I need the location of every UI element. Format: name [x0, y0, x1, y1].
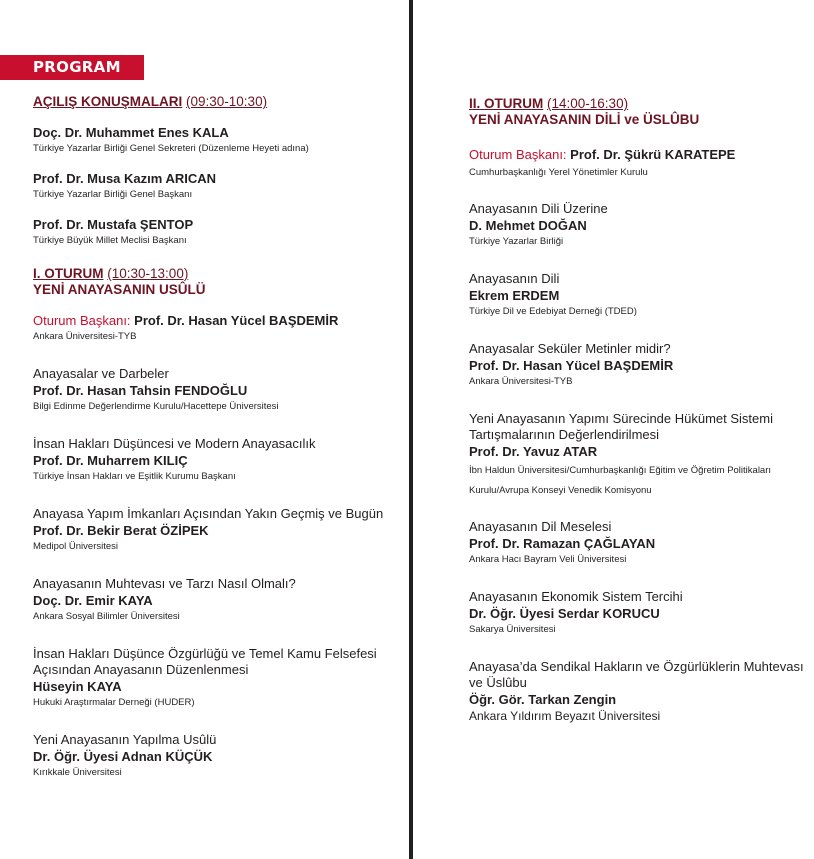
talk — [469, 659, 804, 724]
talk-affiliation: Ankara Hacı Bayram Veli Üniversitesi — [469, 554, 627, 565]
session2-time: (14:00-16:30) — [547, 96, 629, 111]
speaker-affiliation: Türkiye Büyük Millet Meclisi Başkanı — [33, 235, 187, 246]
talk-topic: İnsan Hakları Düşünce Özgürlüğü ve Temel Kamu Felsefesi Açısından Anayasanın Düzenlenmesi — [33, 646, 377, 677]
talk-speaker: Prof. Dr. Yavuz ATAR — [469, 444, 598, 459]
talk — [33, 366, 393, 414]
talk-topic: Yeni Anayasanın Yapımı Sürecinde Hükümet Sistemi Tartışmalarının Değerlendirilmesi — [469, 411, 773, 442]
talk-topic: Anayasa Yapım İmkanları Açısından Yakın Geçmiş ve Bugün — [33, 506, 384, 521]
talk-speaker: Prof. Dr. Muharrem KILIÇ — [33, 453, 188, 468]
talk-affiliation: Hukuki Araştırmalar Derneği (HUDER) — [33, 697, 195, 708]
chair-line — [33, 312, 393, 329]
right-column — [469, 96, 804, 724]
session1-title: I. OTURUM — [33, 266, 104, 281]
opening-heading — [33, 94, 393, 110]
talk-topic: Anayasa’da Sendikal Hakların ve Özgürlüklerin Muhtevası ve Üslûbu — [469, 659, 804, 690]
chair-name: Prof. Dr. Şükrü KARATEPE — [570, 147, 736, 162]
talk-affiliation: Türkiye Yazarlar Birliği — [469, 236, 564, 247]
talk-speaker: Öğr. Gör. Tarkan Zengin — [469, 692, 617, 707]
talk-speaker: Doç. Dr. Emir KAYA — [33, 593, 153, 608]
talk-speaker: Ekrem ERDEM — [469, 288, 560, 303]
speaker-affiliation: Türkiye Yazarlar Birliği Genel Başkanı — [33, 189, 193, 200]
opening-title: AÇILIŞ KONUŞMALARI — [33, 94, 183, 109]
chair-line — [469, 146, 804, 163]
talk — [469, 341, 804, 389]
talk-affiliation: Türkiye Dil ve Edebiyat Derneği (TDED) — [469, 306, 637, 317]
session1-subtitle: YENİ ANAYASANIN USÛLÜ — [33, 282, 206, 297]
opening-time: (09:30-10:30) — [186, 94, 268, 109]
left-column — [33, 94, 393, 780]
talk-topic: Anayasanın Dil Meselesi — [469, 519, 612, 534]
session1-heading — [33, 266, 393, 298]
talk-affiliation: Ankara Yıldırım Beyazıt Üniversitesi — [469, 709, 661, 723]
talk-speaker: D. Mehmet DOĞAN — [469, 218, 587, 233]
talk — [469, 271, 804, 319]
column-divider — [409, 0, 413, 859]
session2-heading — [469, 96, 804, 128]
talk-affiliation: Kırıkkale Üniversitesi — [33, 767, 122, 778]
speaker-affiliation: Türkiye Yazarlar Birliği Genel Sekreteri (Düzenleme Heyeti adına) — [33, 143, 309, 154]
talk-speaker: Prof. Dr. Bekir Berat ÖZİPEK — [33, 523, 209, 538]
talk — [469, 411, 804, 501]
talk — [33, 436, 393, 484]
talk — [469, 589, 804, 637]
talk-speaker: Dr. Öğr. Üyesi Serdar KORUCU — [469, 606, 660, 621]
session2-chair — [469, 146, 804, 180]
talk-affiliation: İbn Haldun Üniversitesi/Cumhurbaşkanlığı Eğitim ve Öğretim Politikaları Kurulu/Avrupa Konseyi Venedik Komisyonu — [469, 465, 772, 496]
speaker-name: Doç. Dr. Muhammet Enes KALA — [33, 125, 229, 140]
talk-topic: İnsan Hakları Düşüncesi ve Modern Anayasacılık — [33, 436, 316, 451]
talk — [33, 732, 393, 780]
talk — [469, 201, 804, 249]
session2-subtitle: YENİ ANAYASANIN DİLİ ve ÜSLÛBU — [469, 112, 700, 127]
chair-affiliation: Ankara Üniversitesi-TYB — [33, 331, 137, 342]
speaker — [33, 216, 393, 248]
talk — [33, 576, 393, 624]
talk-topic: Anayasanın Ekonomik Sistem Tercihi — [469, 589, 683, 604]
speaker-name: Prof. Dr. Mustafa ŞENTOP — [33, 217, 194, 232]
talk — [469, 519, 804, 567]
talk-speaker: Prof. Dr. Hasan Yücel BAŞDEMİR — [469, 358, 674, 373]
talk-topic: Yeni Anayasanın Yapılma Usûlü — [33, 732, 217, 747]
talk-affiliation: Bilgi Edinme Değerlendirme Kurulu/Hacettepe Üniversitesi — [33, 401, 279, 412]
talk-affiliation: Ankara Üniversitesi-TYB — [469, 376, 573, 387]
talk-topic: Anayasanın Muhtevası ve Tarzı Nasıl Olmalı? — [33, 576, 296, 591]
talk-speaker: Dr. Öğr. Üyesi Adnan KÜÇÜK — [33, 749, 213, 764]
talk-affiliation: Ankara Sosyal Bilimler Üniversitesi — [33, 611, 180, 622]
chair-affiliation: Cumhurbaşkanlığı Yerel Yönetimler Kurulu — [469, 167, 648, 178]
talk-affiliation: Sakarya Üniversitesi — [469, 624, 556, 635]
talk-speaker: Hüseyin KAYA — [33, 679, 122, 694]
talk-speaker: Prof. Dr. Hasan Tahsin FENDOĞLU — [33, 383, 248, 398]
talk-topic: Anayasalar ve Darbeler — [33, 366, 169, 381]
talk-topic: Anayasalar Seküler Metinler midir? — [469, 341, 671, 356]
chair-name: Prof. Dr. Hasan Yücel BAŞDEMİR — [134, 313, 339, 328]
speaker — [33, 170, 393, 202]
session1-chair — [33, 312, 393, 344]
chair-label: Oturum Başkanı: — [469, 147, 567, 162]
talk-topic: Anayasanın Dili Üzerine — [469, 201, 608, 216]
session1-time: (10:30-13:00) — [107, 266, 189, 281]
speaker — [33, 124, 393, 156]
speaker-name: Prof. Dr. Musa Kazım ARICAN — [33, 171, 216, 186]
program-banner: PROGRAM — [0, 55, 144, 80]
talk-affiliation: Türkiye İnsan Hakları ve Eşitlik Kurumu Başkanı — [33, 471, 236, 482]
talk — [33, 506, 393, 554]
chair-label: Oturum Başkanı: — [33, 313, 131, 328]
talk-affiliation: Medipol Üniversitesi — [33, 541, 119, 552]
talk — [33, 646, 393, 710]
talk-topic: Anayasanın Dili — [469, 271, 560, 286]
session2-title: II. OTURUM — [469, 96, 544, 111]
talk-speaker: Prof. Dr. Ramazan ÇAĞLAYAN — [469, 536, 656, 551]
